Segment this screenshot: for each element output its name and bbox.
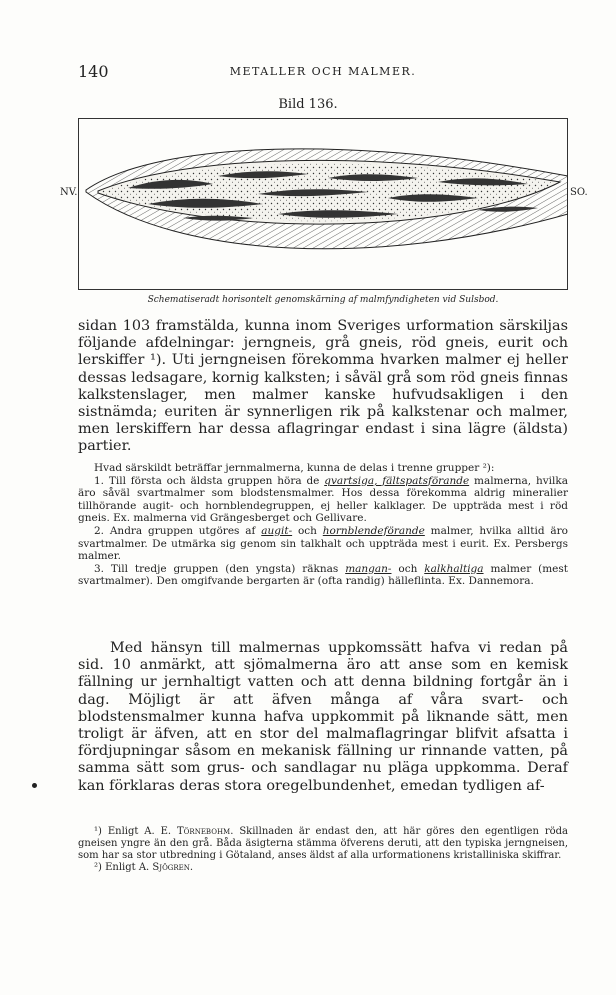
figure-caption: Schematiseradt horisontelt genomskärning af malmfyndigheten vid Sulsbod. (147, 295, 499, 305)
group-two-connector: och (292, 524, 323, 537)
ore-groups-intro: Hvad särskildt beträffar jernmalmerna, kunna de delas i trenne grupper ²): (94, 462, 495, 474)
group-one-rest: malmerna, hvilka äro såväl svartmalmer som blodstensmalmer. Hos dessa förekomma aldrig mineralier tillhörande augit- och hornblendegruppen, ej heller kalklager. De uppträda mest i röd gneis. Ex. malmerna vid Grängesberget och Gellivare. (78, 474, 568, 525)
footnote-two (78, 862, 568, 874)
group-three-rest: malmer (mest svartmalmer). Den omgifvande bergarten är (ofta randig) hälleflinta. Ex. Dannemora. (78, 562, 568, 588)
paragraph-two (78, 640, 568, 795)
group-three-lead: 3. Till tredje gruppen (den yngsta) räknas (94, 562, 346, 575)
footnote-one (78, 826, 568, 862)
ore-group-three (78, 563, 568, 588)
paragraph-one-text: sidan 103 framstälda, kunna inom Sveriges urformation särskiljas följande afdelningar: jerngneis, grå gneis, röd gneis, eurit och lerskiffer ¹). Uti jerngneisen förekomma hvarken malmer ej heller dessas ledsagare, kornig kalksten; i såväl grå som röd gneis finnas kalkstenslager, men malmer kanske hufvudsakligen i den sistnämda; euriten är synnerligen rik på kalkstenar och malmer, men lerskiffern har dessa aflagringar endast i sina lägre (äldsta) partier. (78, 318, 568, 455)
paragraph-two-text: Med hänsyn till malmernas uppkomssätt hafva vi redan på sid. 10 anmärkt, att sjömalmerna äro att anse som en kemisk fällning ur jernhaltigt vatten och att denna bildning fortgår än i dag. Möjligt är att äfven många af våra svart- och blodstensmalmer kunna hafva uppkommit på liknande sätt, men troligt är äfven, att en stor del malmaflagringar blifvit afsatta i fördjupningar såsom en mekanisk fällning ur rinnande vatten, på samma sätt som grus- och sandlagar nu pläga uppkomma. Deraf kan förklaras deras stora oregelbundenhet, emedan tydligen af- (78, 640, 568, 794)
margin-dot (32, 783, 37, 788)
group-one-emphasis: qvartsiga, fältspatsförande (324, 474, 470, 487)
ore-group-two (78, 525, 568, 563)
footnotes (78, 826, 568, 874)
footnote-two-lead: ²) Enligt A. (94, 862, 153, 873)
page-number: 140 (78, 62, 109, 81)
footnote-two-rest: . (189, 862, 194, 873)
group-two-emphasis-1: augit- (261, 524, 293, 537)
ore-deposit-figure (78, 118, 568, 290)
group-three-emphasis-2: kalkhaltiga (424, 562, 484, 575)
figure-label: Bild 136. (278, 97, 338, 112)
ore-groups-section (78, 462, 568, 588)
footnote-one-rest: . Skillnaden är endast den, att här göres den egentligen röda gneisen yngre än den grå. Båda äsigterna stämma öfverens deruti, att den typiska jerngneisen, som har sa stor utbredning i Götaland, anses äldst af alla urformationens kristalliniska skiffrar. (78, 826, 568, 861)
group-two-rest: malmer, hvilka alltid äro svartmalmer. De utmärka sig genom sin talkhalt och uppträda mest i eurit. Ex. Persbergs malmer. (78, 524, 568, 563)
group-three-connector: och (391, 562, 425, 575)
paragraph-one (78, 318, 568, 456)
footnote-one-author: Törnebohm (177, 826, 231, 837)
group-one-lead: 1. Till första och äldsta gruppen höra de (94, 474, 325, 487)
group-three-emphasis-1: mangan- (345, 562, 392, 575)
direction-label-northwest: NV. (60, 187, 78, 198)
page-header (78, 62, 568, 80)
footnote-two-author: Sjögren (152, 862, 190, 873)
ore-group-one (78, 475, 568, 525)
ore-deposit-drawing (78, 118, 568, 290)
group-two-lead: 2. Andra gruppen utgöres af (94, 524, 262, 537)
group-two-emphasis-2: hornblendeförande (322, 524, 425, 537)
footnote-one-lead: ¹) Enligt A. E. (94, 826, 178, 837)
direction-label-southeast: SO. (570, 187, 588, 198)
running-title: METALLER OCH MALMER. (229, 65, 417, 78)
